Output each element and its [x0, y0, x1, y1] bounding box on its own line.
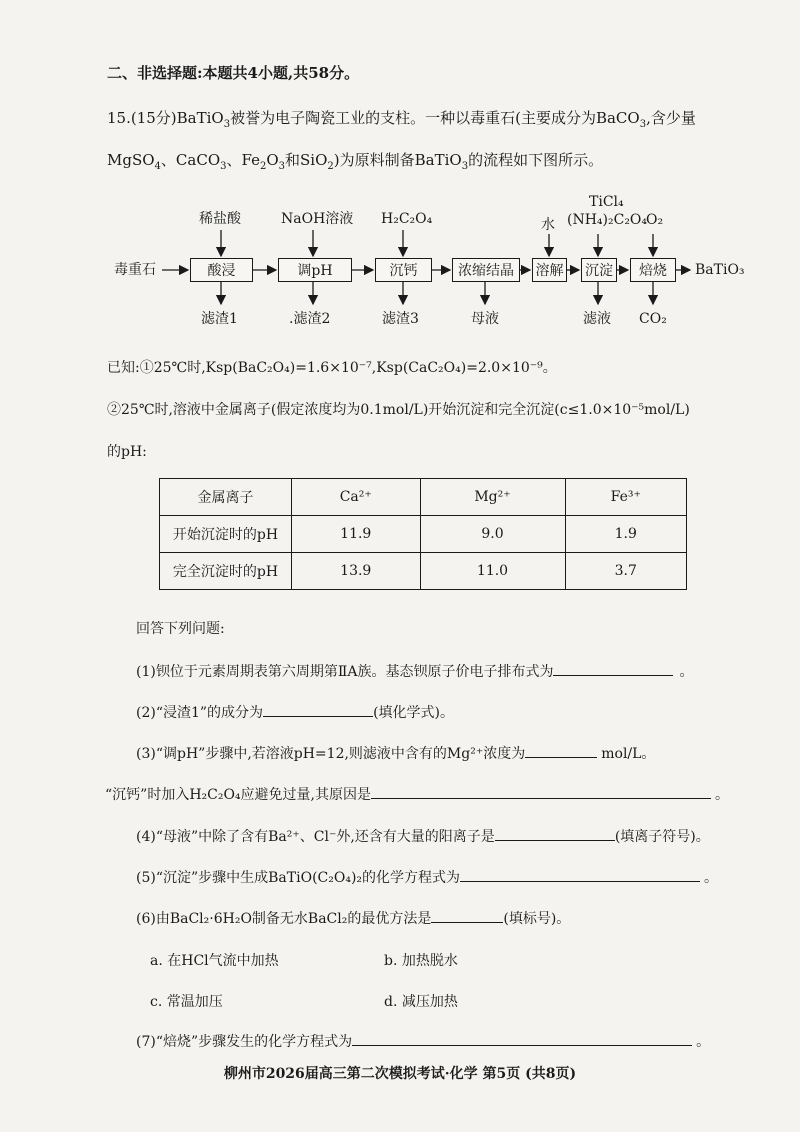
part-text: (4)“母液”中除了含有Ba²⁺、Cl⁻外,还含有大量的阳离子是 [136, 829, 495, 845]
part-text: (1)钡位于元素周期表第六周期第ⅡA族。基态钡原子价电子排布式为 [136, 664, 554, 680]
table-cell: Ca²⁺ [292, 479, 421, 516]
table-cell: 9.0 [420, 516, 565, 553]
intro-text: 、Fe [226, 151, 260, 169]
part-text: (3)“调pH”步骤中,若溶液pH=12,则滤液中含有的Mg²⁺浓度为 [136, 746, 526, 762]
step-box-precipitate: 沉淀 [581, 258, 617, 282]
table-cell: 开始沉淀时的pH [160, 516, 292, 553]
answer-blank[interactable] [553, 661, 673, 676]
part-6 [136, 908, 570, 928]
part-7 [136, 1031, 710, 1051]
part-text: (7)“焙烧”步骤发生的化学方程式为 [136, 1034, 353, 1050]
answer-blank[interactable] [495, 826, 615, 841]
part-1 [136, 661, 693, 681]
output-label: .滤渣2 [289, 311, 331, 327]
output-label: CO₂ [639, 311, 667, 327]
answer-blank[interactable] [431, 908, 503, 923]
answer-blank[interactable] [352, 1031, 692, 1046]
table-cell: 13.9 [292, 553, 421, 590]
part-text: (2)“浸渣1”的成分为 [136, 705, 264, 721]
input-label: O₂ [646, 212, 664, 228]
part-text: 。 [715, 787, 729, 803]
step-box-roast: 焙烧 [630, 258, 676, 282]
output-label: 滤渣1 [201, 311, 238, 327]
input-label: H₂C₂O₄ [381, 211, 433, 227]
table-cell: 金属离子 [160, 479, 292, 516]
part-5 [136, 867, 718, 887]
input-label: 水 [541, 217, 555, 233]
table-cell: 3.7 [565, 553, 686, 590]
table-header-row [160, 479, 687, 516]
part-3b [105, 784, 729, 804]
step-box-precipitate-ca: 沉钙 [375, 258, 432, 282]
intro-text: 、CaCO [160, 151, 221, 169]
part-text: (填离子符号)。 [614, 829, 710, 845]
input-label: NaOH溶液 [281, 211, 354, 227]
table-cell: 完全沉淀时的pH [160, 553, 292, 590]
part-text: (填化学式)。 [373, 705, 454, 721]
part-text: 。 [696, 1034, 711, 1050]
part-text: mol/L。 [601, 746, 656, 762]
option-c: c. 常温加压 [150, 994, 223, 1010]
step-box-acid-leach: 酸浸 [190, 258, 253, 282]
table-row [160, 516, 687, 553]
part-text: 。 [704, 870, 719, 886]
precipitation-ph-table [159, 478, 687, 590]
answer-intro: 回答下列问题: [136, 621, 225, 637]
output-label: 母液 [471, 311, 499, 327]
part-3 [136, 743, 655, 763]
answer-blank[interactable] [525, 743, 597, 758]
page-footer: 柳州市2026届高三第二次模拟考试·化学 第5页 (共8页) [223, 1066, 577, 1082]
part-text: (6)由BaCl₂·6H₂O制备无水BaCl₂的最优方法是 [136, 911, 432, 927]
intro-text: 的流程如下图所示。 [468, 151, 604, 169]
part-text: (5)“沉淀”步骤中生成BaTiO(C₂O₄)₂的化学方程式为 [136, 870, 461, 886]
option-b: b. 加热脱水 [384, 953, 458, 969]
answer-blank[interactable] [263, 702, 373, 717]
question-intro-line-1: 15.(15分)BaTiO$_3$被誉为电子陶瓷工业的支柱。一种以毒重石(主要成分为BaCO$_3$,含少量 [107, 109, 696, 130]
output-label: 滤渣3 [382, 311, 419, 327]
known-line-2: ②25℃时,溶液中金属离子(假定浓度均为0.1mol/L)开始沉淀和完全沉淀(c≤1.0×10⁻⁵mol/L) [107, 402, 690, 418]
answer-blank[interactable] [371, 784, 711, 799]
input-label: TiCl₄ [589, 194, 624, 210]
step-box-adjust-ph: 调pH [278, 258, 352, 282]
step-box-dissolve: 溶解 [532, 258, 567, 282]
table-cell: 1.9 [565, 516, 686, 553]
option-d: d. 减压加热 [384, 994, 458, 1010]
option-a: a. 在HCl气流中加热 [150, 953, 279, 969]
answer-blank[interactable] [460, 867, 700, 882]
flow-end: BaTiO₃ [695, 262, 745, 278]
table-cell: Mg²⁺ [420, 479, 565, 516]
part-2 [136, 702, 454, 722]
known-line-3: 的pH: [107, 444, 147, 460]
intro-text: 和SiO [285, 151, 328, 169]
flowchart-arrows [0, 0, 800, 340]
question-intro-line-2: MgSO$_4$、CaCO$_3$、$Fe_2O_3$和SiO$_2$)为原料制备BaTiO$_3$的流程如下图所示。 [107, 151, 604, 172]
table-cell: 11.9 [292, 516, 421, 553]
intro-text: ,含少量 [646, 109, 696, 127]
known-line-1: 已知:①25℃时,Ksp(BaC₂O₄)=1.6×10⁻⁷,Ksp(CaC₂O₄)=2.0×10⁻⁹。 [107, 360, 557, 376]
intro-text: 15.(15分)BaTiO [107, 109, 224, 127]
table-cell: 11.0 [420, 553, 565, 590]
part-text: “沉钙”时加入H₂C₂O₄应避免过量,其原因是 [105, 787, 371, 803]
part-text: (填标号)。 [503, 911, 571, 927]
intro-text: )为原料制备BaTiO [333, 151, 462, 169]
part-text: 。 [679, 664, 694, 680]
flow-start: 毒重石 [114, 262, 156, 278]
input-label: 稀盐酸 [199, 211, 241, 227]
section-title: 二、非选择题:本题共4小题,共58分。 [107, 64, 360, 82]
part-4 [136, 826, 710, 846]
table-row [160, 553, 687, 590]
output-label: 滤液 [583, 311, 611, 327]
intro-text: 被誉为电子陶瓷工业的支柱。一种以毒重石(主要成分为BaCO [230, 109, 640, 127]
table-cell: Fe³⁺ [565, 479, 686, 516]
input-label: (NH₄)₂C₂O₄ [567, 212, 648, 228]
intro-text: O [266, 151, 279, 169]
step-box-concentrate: 浓缩结晶 [452, 258, 520, 282]
intro-text: MgSO [107, 151, 155, 169]
